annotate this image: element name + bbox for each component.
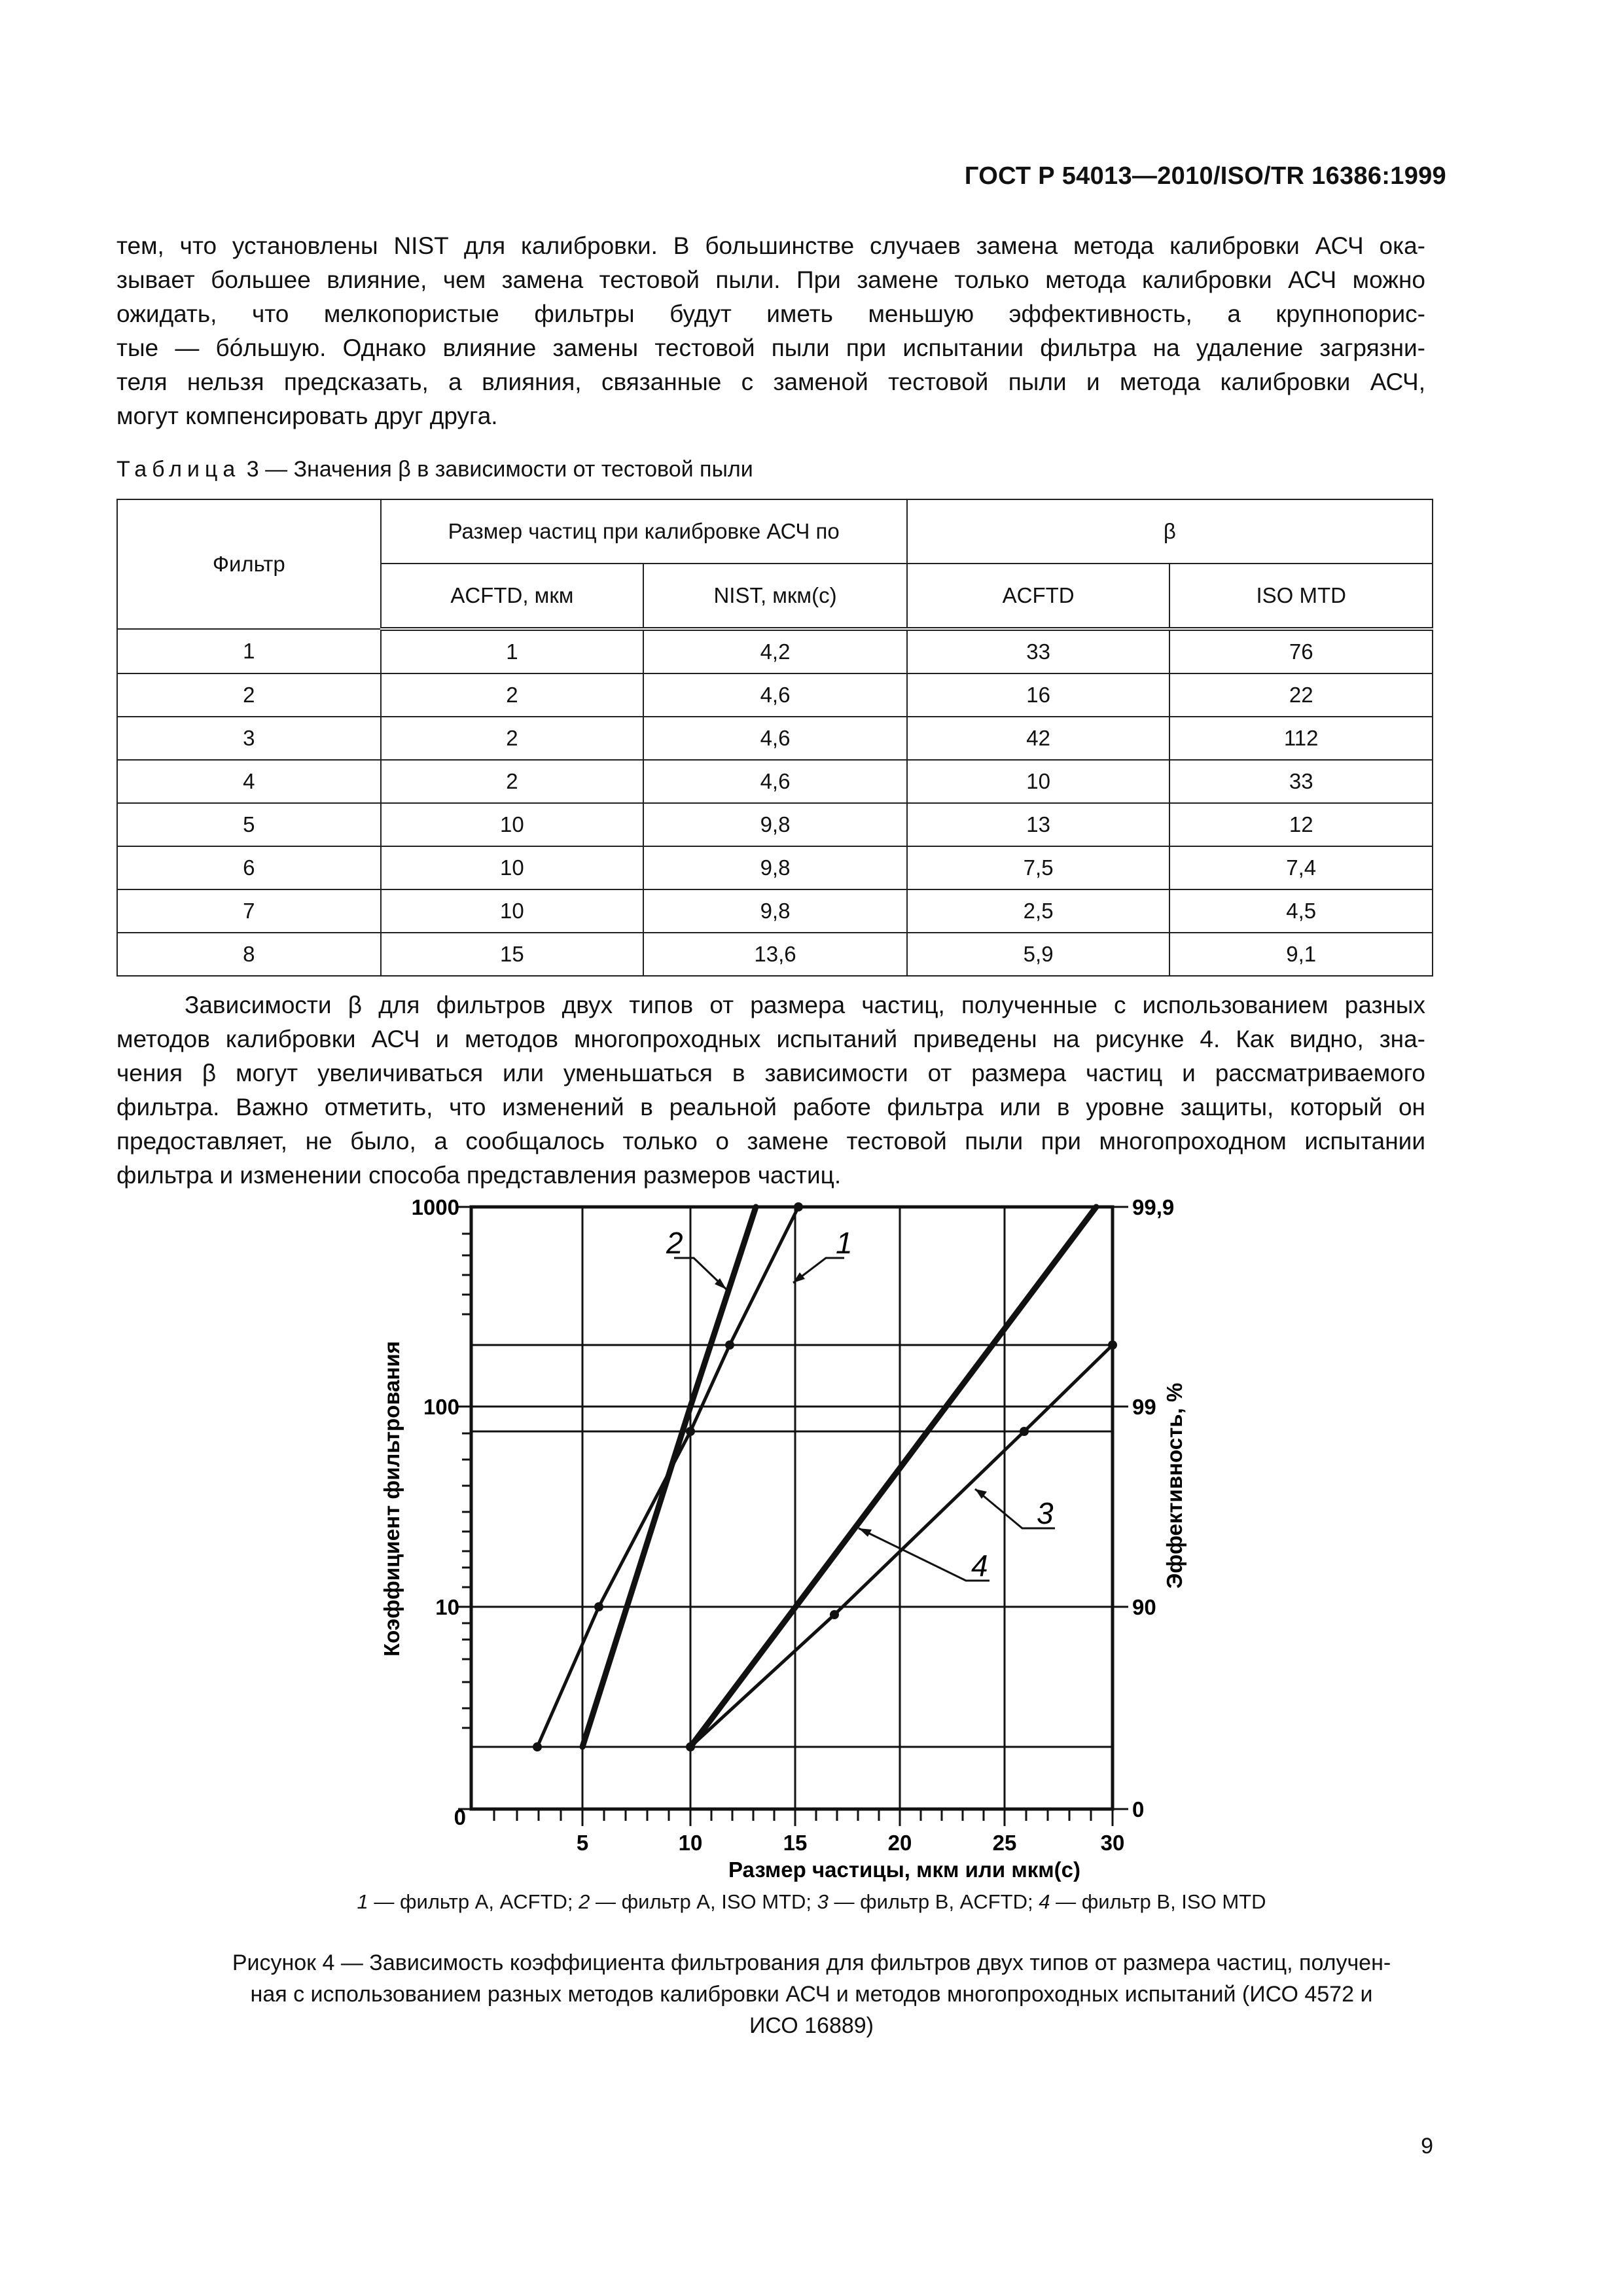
table-cell: 5,9 bbox=[907, 933, 1170, 976]
table-cell: 4,6 bbox=[643, 760, 907, 803]
x-tick-label: 10 bbox=[678, 1831, 703, 1855]
header-iso-mtd: ISO MTD bbox=[1169, 564, 1433, 629]
table-cell: 12 bbox=[1169, 803, 1433, 846]
y-left-tick-label: 100 bbox=[423, 1395, 459, 1419]
x-axis-title: Размер частицы, мкм или мкм(c) bbox=[728, 1857, 1081, 1882]
header-beta: β bbox=[907, 499, 1433, 564]
legend-num: 1 bbox=[357, 1890, 368, 1913]
legend-num: 2 bbox=[579, 1890, 590, 1913]
grid-lines bbox=[471, 1207, 1113, 1809]
y-right-tick-label: 90 bbox=[1132, 1595, 1156, 1619]
legend-text: — фильтр А, ISO MTD; bbox=[590, 1890, 817, 1913]
y-left-tick-label: 10 bbox=[435, 1595, 459, 1619]
header-filter: Фильтр bbox=[117, 499, 381, 629]
y-left-tick-label: 0 bbox=[454, 1805, 466, 1829]
table-cell: 15 bbox=[381, 933, 644, 976]
table-cell: 9,8 bbox=[643, 803, 907, 846]
table-caption-word: Таблица bbox=[116, 457, 241, 482]
table-cell: 10 bbox=[381, 846, 644, 889]
paragraph-1-line: тые — бóльшую. Однако влияние замены тестовой пыли при испытании фильтра на удаление загрязни- bbox=[116, 334, 1425, 361]
figure-caption bbox=[131, 1947, 1492, 2041]
data-point bbox=[1020, 1427, 1029, 1436]
document-code-header: ГОСТ Р 54013—2010/ISO/TR 16386:1999 bbox=[964, 162, 1446, 190]
table-caption-text: 3 — Значения β в зависимости от тестовой пыли bbox=[246, 457, 753, 482]
curve-2-filter-a-iso-mtd bbox=[582, 1207, 756, 1747]
x-tick-label: 30 bbox=[1100, 1831, 1125, 1855]
curve-4-filter-b-iso-mtd bbox=[690, 1207, 1096, 1747]
y-right-tick-label: 0 bbox=[1132, 1797, 1145, 1821]
table-cell: 13 bbox=[907, 803, 1170, 846]
header-acftd: ACFTD bbox=[907, 564, 1170, 629]
paragraph-2-line: чения β могут увеличиваться или уменьшаться в зависимости от размера частиц и рассматриваемого bbox=[116, 1060, 1425, 1086]
table-cell: 9,8 bbox=[643, 846, 907, 889]
table-cell: 1 bbox=[117, 629, 381, 673]
table-cell: 1 bbox=[381, 629, 644, 673]
data-point bbox=[794, 1202, 803, 1211]
legend-num: 4 bbox=[1039, 1890, 1050, 1913]
table-cell: 33 bbox=[907, 629, 1170, 673]
table-cell: 4,6 bbox=[643, 717, 907, 760]
x-tick-label: 5 bbox=[576, 1831, 589, 1855]
paragraph-1-line: теля нельзя предсказать, а влияния, связанные с заменой тестовой пыли и метода калибровки АСЧ, bbox=[116, 368, 1425, 395]
y-left-axis-title: Коэффициент фильтрования bbox=[380, 1341, 404, 1657]
paragraph-1-line: ожидать, что мелкопористые фильтры будут иметь меньшую эффективность, а крупнопорис- bbox=[116, 300, 1425, 327]
legend-text: — фильтр В, ISO MTD bbox=[1050, 1890, 1266, 1913]
table-cell: 76 bbox=[1169, 629, 1433, 673]
table-cell: 10 bbox=[381, 803, 644, 846]
table-cell: 2 bbox=[117, 673, 381, 717]
table-cell: 7,4 bbox=[1169, 846, 1433, 889]
table-cell: 112 bbox=[1169, 717, 1433, 760]
table-cell: 5 bbox=[117, 803, 381, 846]
legend-num: 3 bbox=[817, 1890, 829, 1913]
paragraph-1-line: зывает большее влияние, чем замена тестовой пыли. При замене только метода калибровки АСЧ можно bbox=[116, 266, 1425, 293]
right-axis-ticks bbox=[1113, 1207, 1128, 1809]
x-axis-ticks bbox=[494, 1809, 1113, 1826]
table-cell: 8 bbox=[117, 933, 381, 976]
data-point bbox=[686, 1427, 695, 1436]
table-cell: 22 bbox=[1169, 673, 1433, 717]
data-point bbox=[686, 1742, 695, 1751]
table-cell: 33 bbox=[1169, 760, 1433, 803]
table-cell: 42 bbox=[907, 717, 1170, 760]
table-cell: 4,5 bbox=[1169, 889, 1433, 933]
table-cell: 7,5 bbox=[907, 846, 1170, 889]
data-point bbox=[725, 1340, 734, 1350]
curve-3-filter-b-acftd bbox=[690, 1345, 1113, 1747]
header-nist: NIST, мкм(c) bbox=[643, 564, 907, 629]
table-cell: 6 bbox=[117, 846, 381, 889]
paragraph-1-line: тем, что установлены NIST для калибровки. В большинстве случаев замена метода калибровки АСЧ ока- bbox=[116, 232, 1425, 259]
table-cell: 2 bbox=[381, 717, 644, 760]
header-particle-size: Размер частиц при калибровке АСЧ по bbox=[381, 499, 907, 564]
x-tick-label: 20 bbox=[887, 1831, 912, 1855]
table-cell: 3 bbox=[117, 717, 381, 760]
curve-label-3: 3 bbox=[1037, 1496, 1054, 1530]
table-cell: 16 bbox=[907, 673, 1170, 717]
y-left-tick-label: 1000 bbox=[411, 1195, 459, 1219]
left-axis-ticks bbox=[458, 1207, 471, 1809]
data-point bbox=[594, 1602, 603, 1611]
data-point bbox=[830, 1610, 839, 1619]
figure-caption-line: ИСО 16889) bbox=[749, 2013, 874, 2038]
plot-frame bbox=[471, 1207, 1113, 1809]
table-cell: 2 bbox=[381, 760, 644, 803]
paragraph-2-line: методов калибровки АСЧ и методов многопроходных испытаний приведены на рисунке 4. Как видно, зна- bbox=[116, 1026, 1425, 1052]
data-point bbox=[1108, 1340, 1117, 1350]
data-point bbox=[533, 1742, 542, 1751]
table-cell: 10 bbox=[907, 760, 1170, 803]
figure-legend bbox=[0, 1890, 1623, 1914]
table-cell: 4,2 bbox=[643, 629, 907, 673]
table-cell: 9,1 bbox=[1169, 933, 1433, 976]
page-number: 9 bbox=[1421, 2134, 1433, 2159]
table-cell: 9,8 bbox=[643, 889, 907, 933]
legend-text: — фильтр В, ACFTD; bbox=[828, 1890, 1039, 1913]
table-cell: 2 bbox=[381, 673, 644, 717]
data-points bbox=[533, 1202, 1117, 1751]
y-right-tick-label: 99,9 bbox=[1132, 1195, 1175, 1219]
figure-caption-line: Рисунок 4 — Зависимость коэффициента фильтрования для фильтров двух типов от размера частиц, получен- bbox=[232, 1950, 1391, 1975]
table-cell: 2,5 bbox=[907, 889, 1170, 933]
curve-label-2: 2 bbox=[666, 1226, 683, 1260]
table-cell: 7 bbox=[117, 889, 381, 933]
paragraph-1-line: могут компенсировать друг друга. bbox=[116, 403, 498, 429]
table-cell: 10 bbox=[381, 889, 644, 933]
paragraph-2-line: предоставляет, не было, а сообщалось только о замене тестовой пыли при многопроходном испытании bbox=[116, 1128, 1425, 1155]
table-cell: 13,6 bbox=[643, 933, 907, 976]
table-cell: 4 bbox=[117, 760, 381, 803]
x-tick-label: 25 bbox=[992, 1831, 1017, 1855]
x-tick-label: 15 bbox=[783, 1831, 808, 1855]
paragraph-2-line: Зависимости β для фильтров двух типов от размера частиц, полученные с использованием разных bbox=[185, 992, 1425, 1018]
figure-caption-line: ная с использованием разных методов калибровки АСЧ и методов многопроходных испытаний (ИСО 4572 и bbox=[250, 1982, 1373, 2007]
header-acftd-mkm: ACFTD, мкм bbox=[381, 564, 644, 629]
paragraph-2-line: фильтра и изменении способа представления размеров частиц. bbox=[116, 1162, 842, 1189]
table-cell: 4,6 bbox=[643, 673, 907, 717]
y-right-tick-label: 99 bbox=[1132, 1395, 1156, 1419]
curve-label-1: 1 bbox=[836, 1226, 853, 1260]
paragraph-2-line: фильтра. Важно отметить, что изменений в реальной работе фильтра или в уровне защиты, который он bbox=[116, 1094, 1425, 1121]
legend-text: — фильтр А, ACFTD; bbox=[368, 1890, 579, 1913]
y-right-axis-title: Эффективность, % bbox=[1162, 1382, 1186, 1589]
curve-label-4: 4 bbox=[971, 1549, 988, 1583]
